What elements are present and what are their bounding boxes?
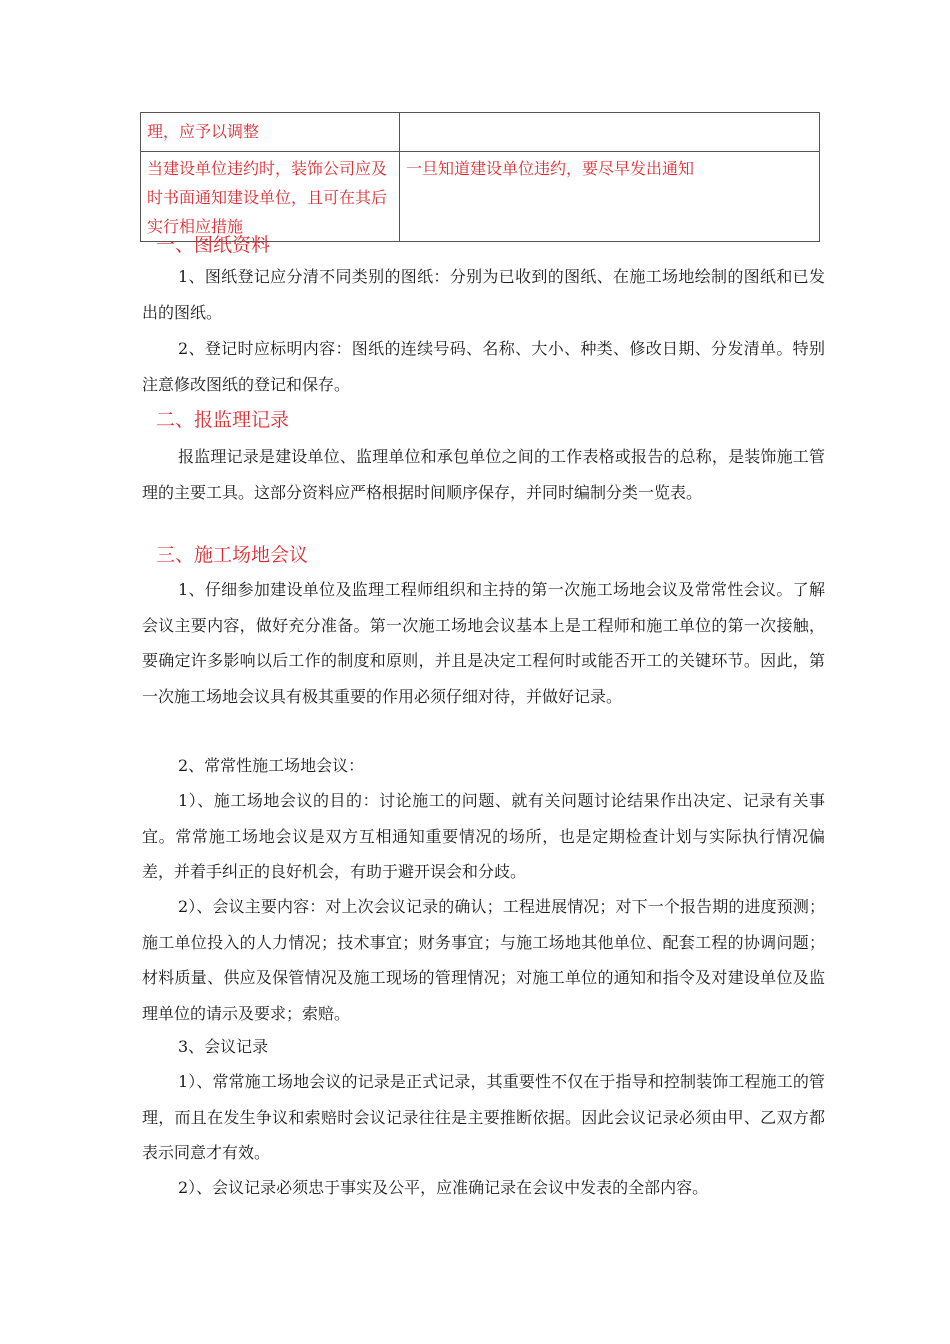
table-cell: 一旦知道建设单位违约，要尽早发出通知 (400, 152, 820, 242)
paragraph: 2）、会议记录必须忠于事实及公平，应准确记录在会议中发表的全部内容。 (178, 1178, 709, 1197)
paragraph: 1、仔细参加建设单位及监理工程师组织和主持的第一次施工场地会议及常常性会议。了解会议主要内容，做好充分准备。第一次施工场地会议基本上是工程师和施工单位的第一次接触，要确定许多影响以后工作的制度和原则，并且是决定工程何时或能否开工的关键环节。因此，第一次施工场地会议具有极其重要的作用必须仔细对待，并做好记录。 (142, 580, 825, 706)
table-row (141, 113, 820, 152)
paragraph: 2）、会议主要内容：对上次会议记录的确认；工程进展情况；对下一个报告期的进度预测；施工单位投入的人力情况；技术事宜；财务事宜；与施工场地其他单位、配套工程的协调问题；材料质量、供应及保管情况及施工现场的管理情况；对施工单位的通知和指令及对建设单位及监理单位的请示及要求；索赔。 (142, 897, 825, 1023)
comparison-table (140, 112, 820, 242)
section-heading-site-meetings: 三、施工场地会议 (156, 544, 309, 566)
paragraph: 1）、常常施工场地会议的记录是正式记录，其重要性不仅在于指导和控制装饰工程施工的管理，而且在发生争议和索赔时会议记录往往是主要推断依据。因此会议记录必须由甲、乙双方都表示同意才有效。 (142, 1072, 825, 1162)
table-cell: 当建设单位违约时，装饰公司应及时书面通知建设单位，且可在其后实行相应措施 (141, 152, 400, 242)
paragraph: 1、图纸登记应分清不同类别的图纸：分别为已收到的图纸、在施工场地绘制的图纸和已发出的图纸。 (142, 267, 825, 322)
paragraph: 2、登记时应标明内容：图纸的连续号码、名称、大小、种类、修改日期、分发清单。特别注意修改图纸的登记和保存。 (142, 339, 825, 394)
table-cell (400, 113, 820, 152)
section-heading-drawings: 一、图纸资料 (156, 234, 271, 256)
table-cell: 理，应予以调整 (141, 113, 400, 152)
paragraph: 2、常常性施工场地会议： (178, 756, 365, 775)
table-row (141, 152, 820, 242)
paragraph: 3、会议记录 (178, 1037, 269, 1056)
paragraph: 报监理记录是建设单位、监理单位和承包单位之间的工作表格或报告的总称，是装饰施工管理的主要工具。这部分资料应严格根据时间顺序保存，并同时编制分类一览表。 (142, 447, 825, 502)
section-heading-supervision-records: 二、报监理记录 (156, 409, 290, 431)
paragraph: 1）、施工场地会议的目的：讨论施工的问题、就有关问题讨论结果作出决定、记录有关事宜。常常施工场地会议是双方互相通知重要情况的场所，也是定期检查计划与实际执行情况偏差，并着手纠正的良好机会，有助于避开误会和分歧。 (142, 791, 825, 881)
